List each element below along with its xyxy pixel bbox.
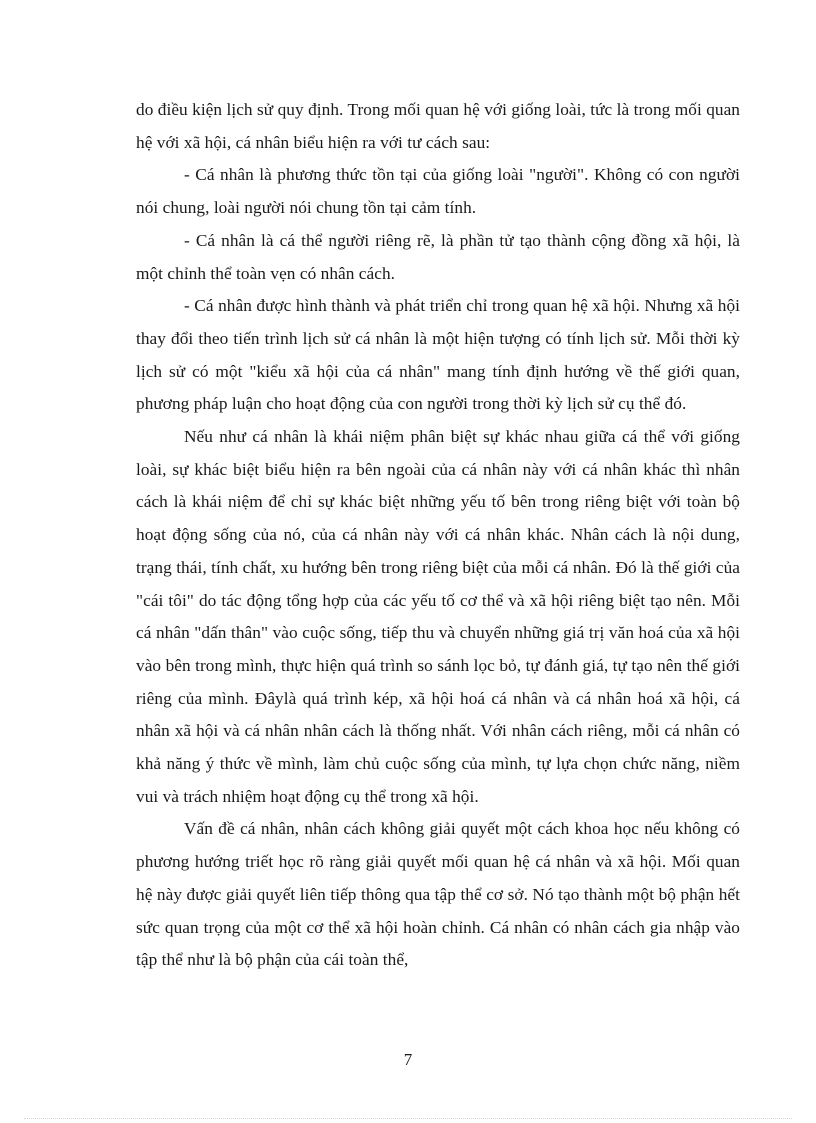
paragraph-continuation: do điều kiện lịch sử quy định. Trong mối quan hệ với giống loài, tức là trong mối quan hệ với xã hội, cá nhân biểu hiện ra với tư cách sau: — [136, 100, 740, 152]
page-bottom-divider — [24, 1118, 792, 1119]
paragraph-individual-society: Vấn đề cá nhân, nhân cách không giải quyết một cách khoa học nếu không có phương hướng triết học rõ ràng giải quyết mối quan hệ cá nhân và xã hội. Mối quan hệ này được giải quyết liên tiếp thông qua tập thể cơ sở. Nó tạo thành một bộ phận hết sức quan trọng của một cơ thể xã hội hoàn chỉnh. Cá nhân có nhân cách gia nhập vào tập thể như là bộ phận của cái toàn thể, — [136, 819, 740, 970]
paragraph-bullet-social-relations: - Cá nhân được hình thành và phát triển chỉ trong quan hệ xã hội. Nhưng xã hội thay đổi theo tiến trình lịch sử cá nhân là một hiện tượng có tính lịch sử. Mỗi thời kỳ lịch sử có một "kiểu xã hội của cá nhân" mang tính định hướng về thế giới quan, phương pháp luận cho hoạt động của con người trong thời kỳ lịch sử cụ thể đó. — [136, 296, 740, 414]
paragraph-bullet-species-mode: - Cá nhân là phương thức tồn tại của giống loài "người". Không có con người nói chung, loài người nói chung tồn tại cảm tính. — [136, 165, 740, 218]
paragraph-bullet-individual-entity: - Cá nhân là cá thể người riêng rẽ, là phần tử tạo thành cộng đồng xã hội, là một chỉnh thể toàn vẹn có nhân cách. — [136, 230, 740, 283]
page-number: 7 — [403, 1050, 413, 1069]
body-text — [136, 94, 740, 977]
paragraph-personality: Nếu như cá nhân là khái niệm phân biệt sự khác nhau giữa cá thể với giống loài, sự khác biệt biểu hiện ra bên ngoài của cá nhân này với cá nhân khác thì nhân cách là khái niệm để chỉ sự khác biệt những yếu tố bên trong riêng biệt với toàn bộ hoạt động sống của nó, của cá nhân này với cá nhân khác. Nhân cách là nội dung, trạng thái, tính chất, xu hướng bên trong riêng biệt của mỗi cá nhân. Đó là thế giới của "cái tôi" do tác động tổng hợp của các yếu tố cơ thể và xã hội riêng biệt tạo nên. Mỗi cá nhân "dấn thân" vào cuộc sống, tiếp thu và chuyển những giá trị văn hoá của xã hội vào bên trong mình, thực hiện quá trình so sánh lọc bỏ, tự đánh giá, tự tạo nên thế giới riêng của mình. Đâylà quá trình kép, xã hội hoá cá nhân và cá nhân hoá xã hội, cá nhân xã hội và cá nhân nhân cách là thống nhất. Với nhân cách riêng, mỗi cá nhân có khả năng ý thức về mình, làm chủ cuộc sống của mình, tự lựa chọn chức năng, niềm vui và trách nhiệm hoạt động cụ thể trong xã hội. — [136, 427, 740, 806]
